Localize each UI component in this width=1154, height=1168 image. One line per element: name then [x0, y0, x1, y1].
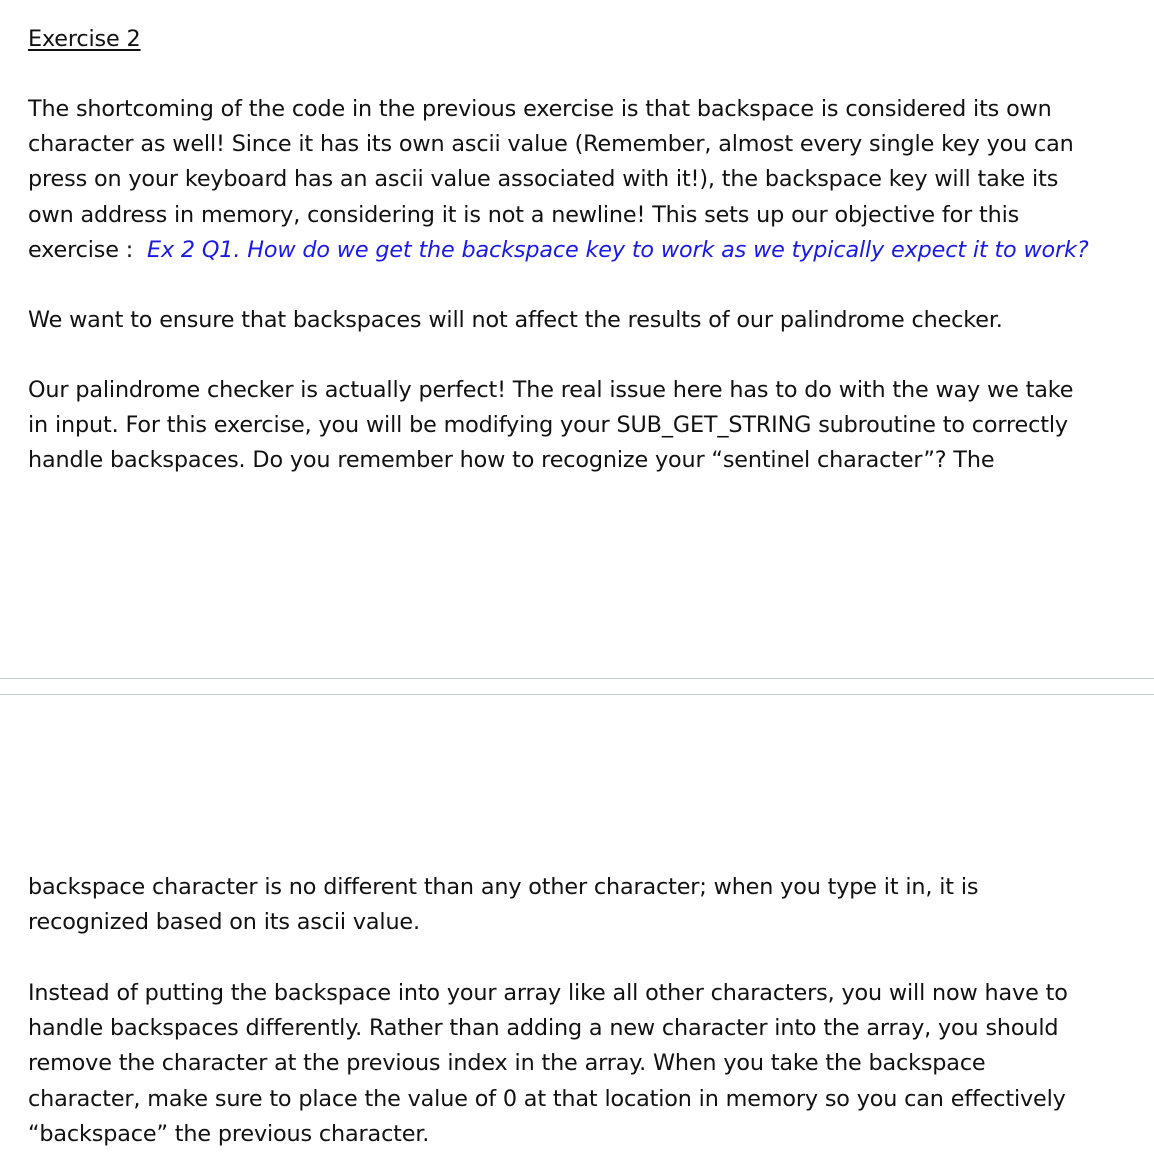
- paragraph-line: recognized based on its ascii value.: [28, 909, 420, 936]
- page-break-divider: [0, 678, 1154, 695]
- paragraph-line: Instead of putting the backspace into your array like all other characters, you will now have to: [28, 980, 1068, 1006]
- paragraph-line: backspace character is no different than any other character; when you type it in, it is: [28, 874, 979, 900]
- paragraph-line: character, make sure to place the value of 0 at that location in memory so you can effectively: [28, 1085, 1066, 1112]
- exercise-heading: Exercise 2: [28, 26, 141, 52]
- document-page-2: [0, 695, 1154, 1168]
- paragraph-line: remove the character at the previous index in the array. When you take the backspace: [28, 1050, 986, 1077]
- paragraph-line: in input. For this exercise, you will be modifying your SUB_GET_STRING subroutine to correctly: [28, 412, 1068, 439]
- paragraph-line: The shortcoming of the code in the previous exercise is that backspace is considered its own: [28, 96, 1052, 122]
- paragraph-goal: [28, 303, 1138, 338]
- paragraph-line: We want to ensure that backspaces will not affect the results of our palindrome checker.: [28, 307, 1003, 333]
- paragraph-intro: [28, 92, 1138, 268]
- paragraph-instructions: [28, 373, 1138, 479]
- paragraph-line: Our palindrome checker is actually perfect! The real issue here has to do with the way we take: [28, 377, 1074, 403]
- question-ex2-q1: Ex 2 Q1. How do we get the backspace key to work as we typically expect it to work?: [147, 236, 1089, 263]
- paragraph-backspace-handling: [28, 976, 1138, 1152]
- paragraph-line: handle backspaces differently. Rather than adding a new character into the array, you should: [28, 1015, 1059, 1042]
- paragraph-line: “backspace” the previous character.: [28, 1120, 430, 1147]
- paragraph-line: own address in memory, considering it is not a newline! This sets up our objective for this: [28, 201, 1020, 228]
- paragraph-line: handle backspaces. Do you remember how to recognize your “sentinel character”? The: [28, 447, 995, 474]
- exercise-label: exercise :: [28, 236, 147, 263]
- paragraph-line: character as well! Since it has its own ascii value (Remember, almost every single key you can: [28, 131, 1074, 158]
- paragraph-line-with-question: [28, 233, 1138, 268]
- paragraph-line: press on your keyboard has an ascii value associated with it!), the backspace key will take its: [28, 166, 1059, 193]
- paragraph-continuation: [28, 870, 1138, 940]
